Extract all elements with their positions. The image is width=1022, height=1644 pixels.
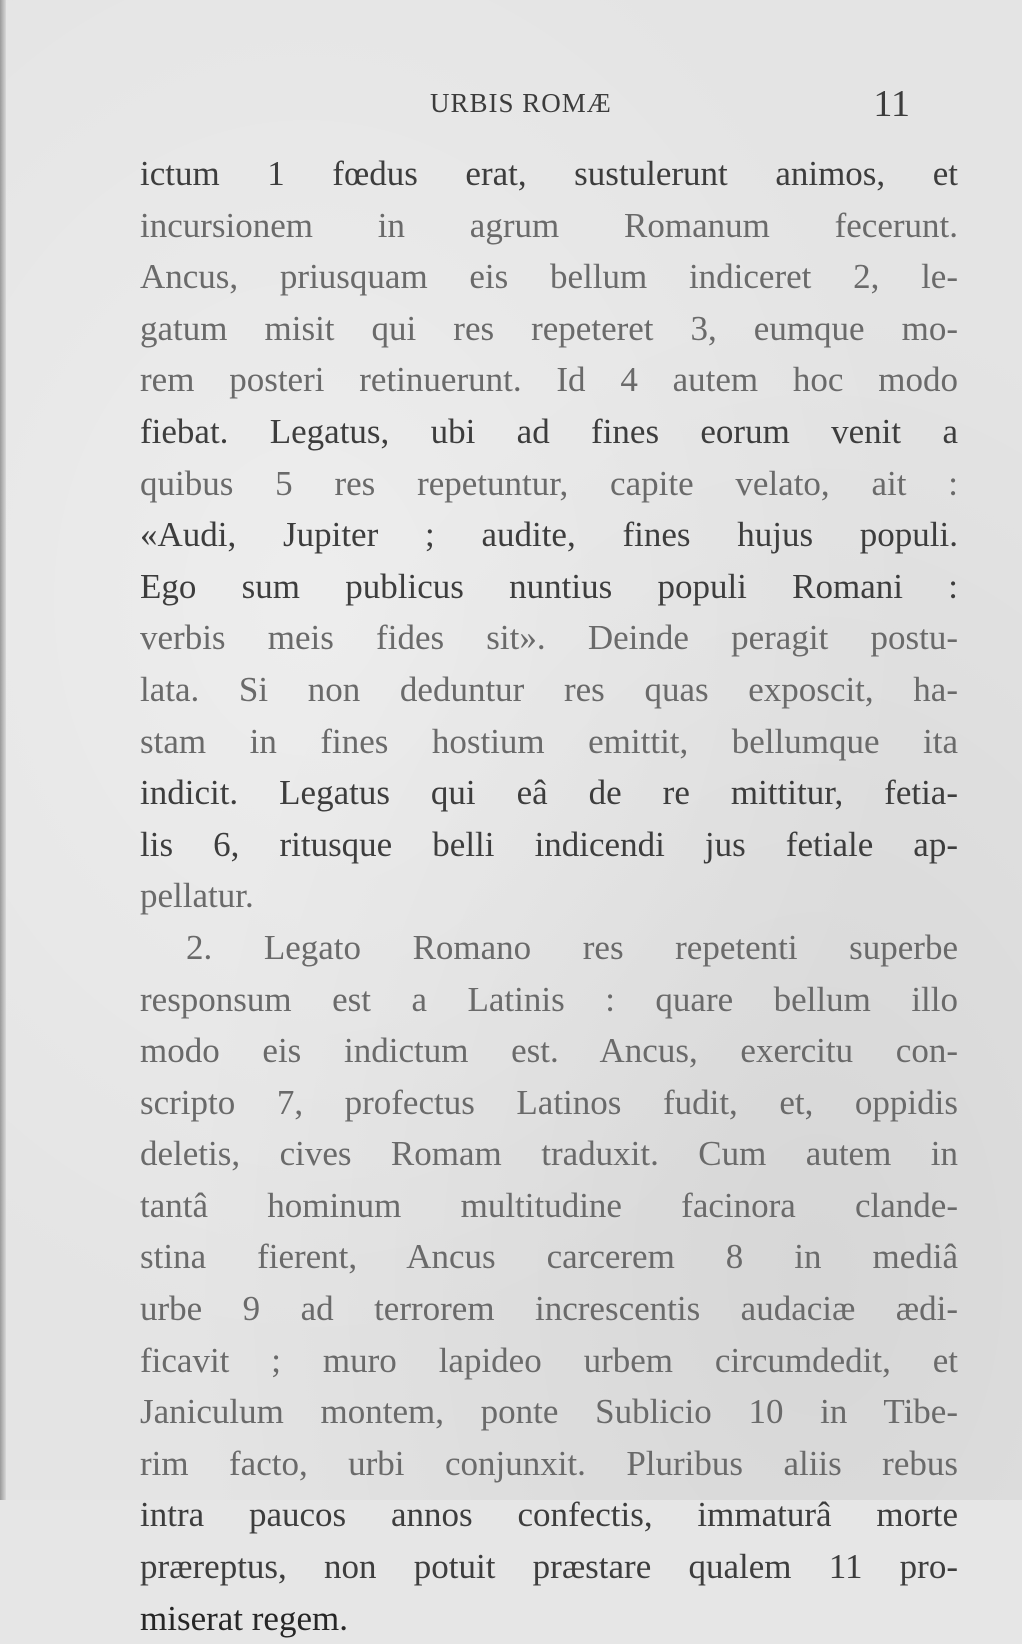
text-line: præreptus, non potuit præstare qualem 11 pro- [140,1547,958,1587]
text-line: rem posteri retinuerunt. Id 4 autem hoc modo [140,360,958,400]
text-line: responsum est a Latinis : quare bellum illo [140,979,958,1019]
text-line: stam in fines hostium emittit, bellumque ita [140,721,958,761]
paragraph-start-line: 2. Legato Romano res repetenti superbe [186,927,958,967]
text-line: quibus 5 res repetuntur, capite velato, ait : [140,463,958,503]
text-line: Ego sum publicus nuntius populi Romani : [140,566,958,606]
text-line: gatum misit qui res repeteret 3, eumque mo- [140,308,958,348]
text-line: intra paucos annos confectis, immaturâ morte [140,1495,958,1535]
text-line: miserat regem. [140,1598,348,1638]
running-head-title: URBIS ROMÆ [430,88,612,118]
text-line: indicit. Legatus qui eâ de re mittitur, fetia- [140,773,958,813]
text-line: Ancus, priusquam eis bellum indiceret 2, le- [140,257,958,297]
text-line: fiebat. Legatus, ubi ad fines eorum venit a [140,411,958,451]
text-line: lis 6, ritusque belli indicendi jus fetiale ap- [140,824,958,864]
text-line: ficavit ; muro lapideo urbem circumdedit, et [140,1340,958,1380]
body-text [140,148,958,1644]
text-line: pellatur. [140,876,254,916]
text-line: urbe 9 ad terrorem increscentis audaciæ ædi- [140,1289,958,1329]
text-line: «Audi, Jupiter ; audite, fines hujus populi. [140,515,958,555]
text-line: rim facto, urbi conjunxit. Pluribus aliis rebus [140,1443,958,1483]
text-line: tantâ hominum multitudine facinora clande- [140,1185,958,1225]
page-edge-shadow [0,0,6,1500]
page-number: 11 [873,83,910,125]
text-line: scripto 7, profectus Latinos fudit, et, oppidis [140,1082,958,1122]
text-line: stina fierent, Ancus carcerem 8 in mediâ [140,1237,958,1277]
running-head [140,82,970,126]
text-line: lata. Si non deduntur res quas exposcit, ha- [140,669,958,709]
text-line: incursionem in agrum Romanum fecerunt. [140,205,958,245]
text-line: modo eis indictum est. Ancus, exercitu con- [140,1031,958,1071]
text-line: verbis meis fides sit». Deinde peragit postu- [140,618,958,658]
text-line: deletis, cives Romam traduxit. Cum autem in [140,1134,958,1174]
text-line: ictum 1 fœdus erat, sustulerunt animos, et [140,154,958,193]
text-line: Janiculum montem, ponte Sublicio 10 in Tibe- [140,1392,958,1432]
